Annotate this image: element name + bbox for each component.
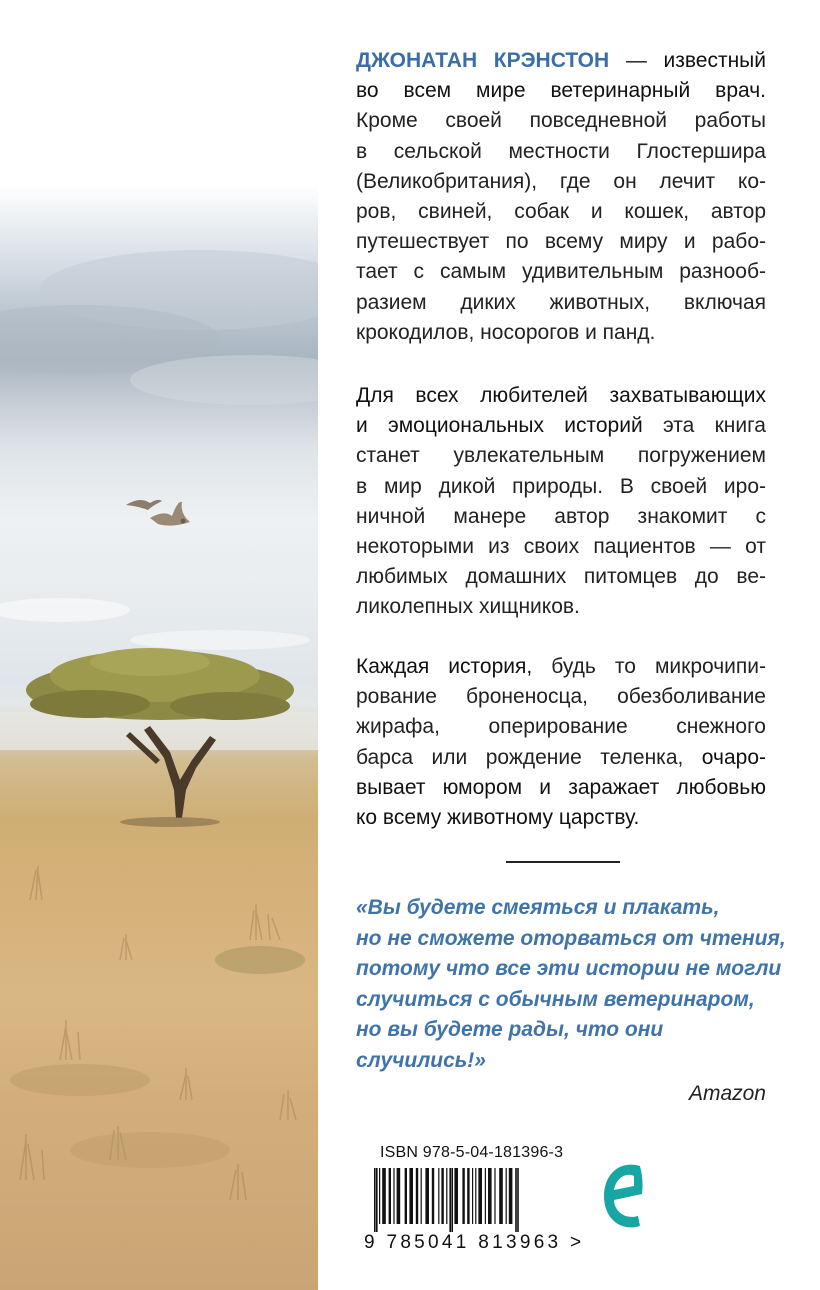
quote-source: Amazon: [688, 1082, 766, 1105]
description-line: [356, 411, 766, 441]
barcode-bar: [509, 1168, 513, 1224]
stories-line: рование броненосца, обезболивание: [356, 685, 766, 709]
stories-paragraph: [356, 652, 766, 833]
author-bio-line: тает с самым удивительным разнооб-: [356, 260, 766, 284]
stories-line: [356, 743, 766, 773]
barcode-bar: [416, 1168, 418, 1224]
book-description: [356, 381, 766, 623]
barcode-bar: [425, 1168, 429, 1224]
barcode-bar: [451, 1168, 453, 1232]
description-line: ликолепных хищников.: [356, 595, 580, 619]
quote-line: но вы будете рады, что они: [356, 1018, 664, 1041]
author-bio-text: — известный: [609, 49, 766, 72]
barcode-bar: [379, 1168, 380, 1224]
barcode-bar: [382, 1168, 386, 1224]
description-line: в мир дикой природы. В своей иро-: [356, 474, 766, 498]
bird-icon: [126, 500, 190, 526]
stories-text: барса или рождение теленка,: [356, 745, 702, 769]
stories-emphasis: Каждая история,: [356, 655, 533, 678]
quote-line: случились!»: [356, 1048, 486, 1072]
barcode-bar: [494, 1168, 495, 1224]
barcode-bar: [517, 1168, 519, 1232]
stories-line: жирафа, оперирование снежного: [356, 715, 766, 739]
stories-line: [356, 652, 766, 682]
barcode-bar: [393, 1168, 394, 1224]
author-bio-line: во всем мире ветеринарный врач.: [356, 79, 766, 103]
review-quote: [356, 893, 786, 1076]
barcode-bar: [405, 1168, 407, 1224]
barcode-bar: [478, 1168, 482, 1224]
author-bio-line: [356, 46, 766, 76]
barcode-bar: [432, 1168, 434, 1224]
quote-line: «Вы будете смеяться и плакать,: [356, 896, 720, 919]
barcode-bar: [462, 1168, 464, 1224]
eksmo-logo-icon: [600, 1156, 648, 1236]
quote-line: потому что все эти истории не могли: [356, 957, 782, 980]
barcode-bar: [506, 1168, 507, 1224]
stories-emphasis: очаро-: [701, 745, 766, 769]
description-line: станет увлекательным погружением: [356, 444, 766, 468]
description-line: некоторыми из своих пациентов — от: [356, 535, 766, 559]
description-emphasis: и эмоциональных историй: [356, 414, 643, 438]
barcode-bar: [499, 1168, 503, 1224]
barcode-bar: [475, 1168, 476, 1224]
author-bio: [356, 46, 766, 348]
stories-text: будь то микрочипи-: [532, 655, 766, 678]
barcode-bar: [467, 1168, 469, 1224]
divider: [506, 861, 620, 863]
isbn-label: ISBN 978-5-04-181396-3: [380, 1144, 564, 1161]
barcode: [362, 1168, 584, 1232]
author-bio-line: крокодилов, носорогов и панд.: [356, 320, 656, 344]
author-bio-line: путешествует по всему миру и рабо-: [356, 230, 766, 254]
description-line: Для всех любителей захватывающих: [356, 384, 766, 407]
barcode-bar: [515, 1168, 517, 1232]
savanna-illustration: [0, 0, 318, 1290]
barcode-bar: [409, 1168, 413, 1224]
description-line: ничной манере автор знакомит с: [356, 504, 766, 528]
quote-line: но не сможете оторваться от чтения,: [356, 926, 786, 950]
barcode-bar: [449, 1168, 451, 1232]
stories-line: ко всему животному царству.: [356, 806, 640, 830]
barcode-bar: [374, 1168, 376, 1232]
barcode-bar: [472, 1168, 473, 1224]
description-text: эта книга: [642, 414, 766, 438]
barcode-bar: [376, 1168, 378, 1232]
cover-photo: [0, 0, 318, 1290]
barcode-bar: [485, 1168, 486, 1224]
barcode-bar: [389, 1168, 391, 1224]
quote-line: случиться с обычным ветеринаром,: [356, 987, 755, 1011]
author-name: ДЖОНАТАН КРЭНСТОН: [356, 49, 610, 72]
author-bio-line: (Великобритания), где он лечит ко-: [356, 169, 766, 193]
barcode-bar: [446, 1168, 447, 1224]
author-bio-line: разием диких животных, включая: [356, 290, 766, 314]
barcode-bar: [421, 1168, 422, 1224]
author-bio-line: ров, свиней, собак и кошек, автор: [356, 200, 766, 224]
barcode-bar: [438, 1168, 439, 1224]
barcode-bar: [454, 1168, 458, 1224]
barcode-bar: [441, 1168, 443, 1224]
description-line: любимых домашних питомцев до ве-: [356, 565, 766, 589]
stories-line: вывает юмором и заражает любовью: [356, 775, 766, 799]
barcode-bar: [488, 1168, 492, 1224]
author-bio-line: Кроме своей повседневной работы: [356, 109, 766, 133]
barcode-bar: [397, 1168, 401, 1224]
barcode-digits: 9 785041 813963 >: [364, 1232, 585, 1253]
author-bio-line: в сельской местности Глостершира: [356, 139, 766, 163]
